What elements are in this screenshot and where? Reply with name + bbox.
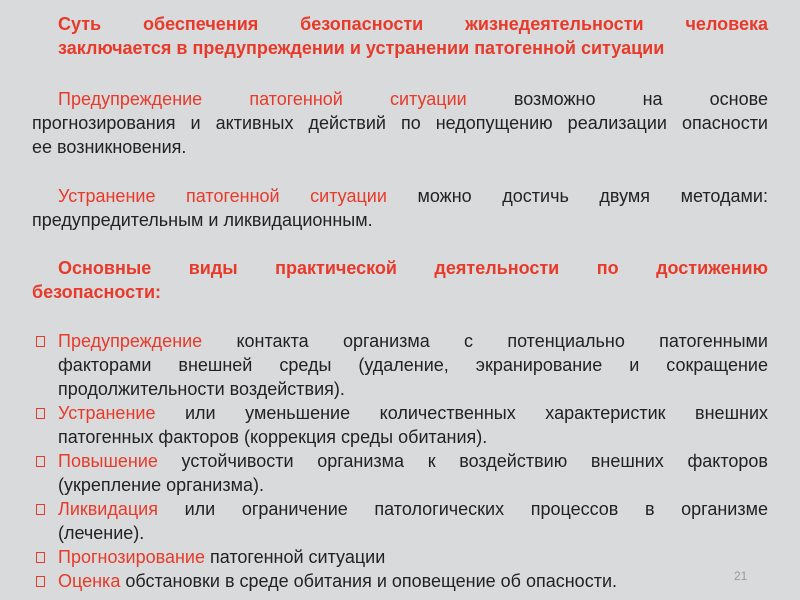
list-item-line (58, 449, 768, 473)
list-item-line: продолжительности воздействия). (58, 379, 345, 399)
list-item-line (58, 545, 768, 569)
activity-list (32, 329, 768, 593)
list-item-line (58, 569, 768, 593)
paragraph-line: ее возникновения. (32, 137, 187, 157)
list-item-line (58, 401, 768, 425)
list-item-line: факторами внешней среды (удаление, экранирование и сокращение (58, 355, 768, 375)
list-item (32, 497, 768, 545)
title-line-2: заключается в предупреждении и устранении патогенной ситуации (58, 38, 665, 58)
list-item-term: Ликвидация (58, 499, 158, 519)
heading-line-2: безопасности: (32, 282, 162, 302)
bullet-icon (32, 449, 48, 473)
list-item (32, 545, 768, 569)
list-item-text: обстановки в среде обитания и оповещение об опасности. (120, 571, 617, 591)
list-item-text: патогенной ситуации (204, 547, 386, 567)
list-item-term: Прогнозирование (58, 547, 205, 567)
bullet-icon (32, 329, 48, 353)
list-item (32, 569, 768, 593)
list-item-term: Устранение (58, 403, 156, 423)
bullet-icon (32, 401, 48, 425)
title-line-1: Суть обеспечения безопасности жизнедеятельности человека (58, 14, 768, 34)
paragraph-text: можно достичь двумя методами: (386, 186, 768, 206)
section-heading (32, 256, 768, 304)
bullet-icon (32, 497, 48, 521)
list-item-line: (лечение). (58, 523, 145, 543)
list-item-term: Оценка (58, 571, 121, 591)
paragraph-line (32, 87, 768, 111)
list-item (32, 329, 768, 401)
paragraph-term: Устранение патогенной ситуации (58, 186, 387, 206)
list-item-text: устойчивости организма к воздействию внешних факторов (157, 451, 768, 471)
list-item-line (58, 329, 768, 353)
bullet-icon (32, 545, 48, 569)
list-item-term: Повышение (58, 451, 158, 471)
list-item-text: или уменьшение количественных характеристик внешних (155, 403, 768, 423)
list-item-line (58, 497, 768, 521)
paragraph-prevention (32, 87, 768, 159)
page-number: 21 (734, 569, 748, 583)
slide-title (32, 12, 768, 60)
paragraph-text: возможно на основе (466, 89, 769, 109)
paragraph-term: Предупреждение патогенной ситуации (58, 89, 467, 109)
list-item-text: контакта организма с потенциально патогенными (202, 331, 768, 351)
list-item-line: патогенных факторов (коррекция среды обитания). (58, 427, 488, 447)
list-item-line: (укрепление организма). (58, 475, 264, 495)
list-item (32, 401, 768, 449)
list-item (32, 449, 768, 497)
paragraph-line: прогнозирования и активных действий по недопущению реализации опасности (32, 113, 768, 133)
paragraph-line (32, 184, 768, 208)
list-item-term: Предупреждение (58, 331, 203, 351)
heading-line-1: Основные виды практической деятельности по достижению (58, 258, 768, 278)
bullet-icon (32, 569, 48, 593)
list-item-text: или ограничение патологических процессов в организме (157, 499, 768, 519)
paragraph-elimination (32, 184, 768, 232)
paragraph-line: предупредительным и ликвидационным. (32, 210, 373, 230)
